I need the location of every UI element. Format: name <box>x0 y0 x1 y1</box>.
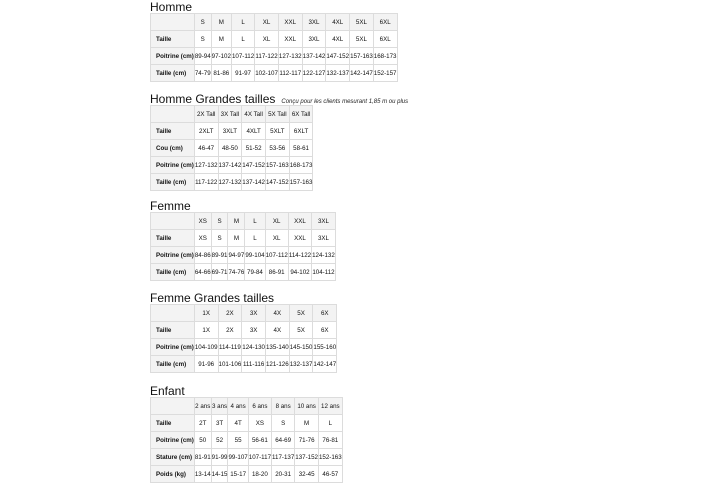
section-title: Femme Grandes tailles <box>150 291 275 305</box>
table-row <box>151 230 336 247</box>
table-cell: 147-152 <box>242 157 266 174</box>
table-cell: 147-152 <box>265 174 289 191</box>
table-cell: 114-122 <box>288 247 311 264</box>
table-cell: 4T <box>228 415 248 432</box>
column-header: 5X <box>289 305 313 322</box>
table-cell: 91-96 <box>194 356 218 373</box>
table-cell: 157-163 <box>289 174 313 191</box>
column-header: 4XL <box>326 14 350 31</box>
row-label: Poitrine (cm) <box>151 48 195 65</box>
section-title: Homme <box>150 0 193 14</box>
table-cell: 91-99 <box>211 449 228 466</box>
table-row <box>151 48 398 65</box>
table-cell: 6XLT <box>289 123 313 140</box>
table-cell: 52 <box>211 432 228 449</box>
table-cell: 142-147 <box>313 356 337 373</box>
table-cell: 152-157 <box>373 65 397 82</box>
table-row <box>151 247 336 264</box>
table-cell: 102-107 <box>255 65 279 82</box>
column-header: S <box>194 14 211 31</box>
table-cell: L <box>318 415 342 432</box>
table-cell: 4XL <box>326 31 350 48</box>
table-cell: XXL <box>278 31 302 48</box>
row-label: Poids (kg) <box>151 466 195 483</box>
table-row <box>151 157 313 174</box>
table-cell: S <box>272 415 295 432</box>
table-cell: 56-61 <box>248 432 271 449</box>
column-header: 2 ans <box>194 398 211 415</box>
table-cell: 94-97 <box>228 247 245 264</box>
column-header: M <box>211 14 231 31</box>
table-cell: 107-112 <box>231 48 254 65</box>
table-row <box>151 174 313 191</box>
column-header: 4 ans <box>228 398 248 415</box>
row-label: Taille <box>151 415 195 432</box>
size-table-femme <box>150 212 336 281</box>
column-header: 3XL <box>302 14 326 31</box>
table-row <box>151 339 337 356</box>
row-label: Taille <box>151 322 195 339</box>
table-cell: 76-81 <box>318 432 342 449</box>
table-cell: 69-71 <box>211 264 228 281</box>
table-row <box>151 65 398 82</box>
table-cell: L <box>231 31 254 48</box>
table-cell: 3X <box>242 322 266 339</box>
table-row <box>151 140 313 157</box>
table-cell: 4X <box>265 322 289 339</box>
row-label: Stature (cm) <box>151 449 195 466</box>
table-cell: S <box>194 31 211 48</box>
table-cell: XL <box>255 31 279 48</box>
header-row <box>151 213 336 230</box>
table-cell: 124-132 <box>312 247 336 264</box>
header-row <box>151 14 398 31</box>
row-label: Cou (cm) <box>151 140 195 157</box>
table-cell: 117-122 <box>194 174 218 191</box>
row-label: Poitrine (cm) <box>151 432 195 449</box>
table-cell: M <box>211 31 231 48</box>
row-label: Poitrine (cm) <box>151 339 195 356</box>
column-header: 8 ans <box>272 398 295 415</box>
header-row <box>151 398 343 415</box>
header-corner <box>151 106 195 123</box>
table-cell: 81-86 <box>211 65 231 82</box>
column-header: 6X Tall <box>289 106 313 123</box>
table-cell: 127-132 <box>218 174 242 191</box>
header-corner <box>151 213 195 230</box>
table-cell: 15-17 <box>228 466 248 483</box>
column-header: 4X <box>265 305 289 322</box>
column-header: XS <box>194 213 211 230</box>
table-cell: 94-102 <box>288 264 311 281</box>
table-cell: 137-142 <box>218 157 242 174</box>
table-cell: 50 <box>194 432 211 449</box>
table-cell: 58-61 <box>289 140 313 157</box>
column-header: XL <box>265 213 288 230</box>
row-label: Poitrine (cm) <box>151 247 195 264</box>
table-row <box>151 415 343 432</box>
column-header: 10 ans <box>295 398 319 415</box>
table-cell: 53-56 <box>265 140 289 157</box>
column-header: 3XL <box>312 213 336 230</box>
size-table-femme-grandes-tailles <box>150 304 337 373</box>
table-cell: 55 <box>228 432 248 449</box>
table-cell: L <box>245 230 265 247</box>
column-header: XL <box>255 14 279 31</box>
header-row <box>151 305 337 322</box>
row-label: Taille (cm) <box>151 65 195 82</box>
table-cell: 6X <box>313 322 337 339</box>
column-header: 3X <box>242 305 266 322</box>
section-title: Femme <box>150 199 191 213</box>
row-label: Taille (cm) <box>151 356 195 373</box>
table-cell: 89-91 <box>211 247 228 264</box>
section-note: Conçu pour les clients mesurant 1,85 m ou plus <box>281 99 409 105</box>
table-cell: 6XL <box>373 31 397 48</box>
table-cell: 91-97 <box>231 65 254 82</box>
table-cell: 107-112 <box>265 247 288 264</box>
table-cell: 107-117 <box>248 449 271 466</box>
table-cell: 137-142 <box>302 48 326 65</box>
column-header: 5XL <box>350 14 374 31</box>
table-cell: 168-173 <box>289 157 313 174</box>
table-cell: 64-66 <box>194 264 211 281</box>
table-cell: 18-20 <box>248 466 271 483</box>
table-cell: 127-132 <box>278 48 302 65</box>
column-header: 6X <box>313 305 337 322</box>
table-cell: 84-86 <box>194 247 211 264</box>
table-row <box>151 466 343 483</box>
table-cell: 132-137 <box>326 65 350 82</box>
table-cell: 132-137 <box>289 356 313 373</box>
table-cell: 117-122 <box>255 48 279 65</box>
table-cell: 168-173 <box>373 48 397 65</box>
column-header: 5X Tall <box>265 106 289 123</box>
column-header: 12 ans <box>318 398 342 415</box>
table-cell: 74-79 <box>194 65 211 82</box>
table-cell: 104-109 <box>194 339 218 356</box>
header-row <box>151 106 313 123</box>
table-cell: 101-106 <box>218 356 242 373</box>
column-header: L <box>245 213 265 230</box>
header-corner <box>151 14 195 31</box>
table-cell: S <box>211 230 228 247</box>
table-cell: 114-119 <box>218 339 242 356</box>
table-row <box>151 31 398 48</box>
row-label: Taille (cm) <box>151 174 195 191</box>
column-header: L <box>231 14 254 31</box>
column-header: XXL <box>278 14 302 31</box>
table-cell: 5X <box>289 322 313 339</box>
table-row <box>151 356 337 373</box>
column-header: 2X Tall <box>194 106 218 123</box>
table-cell: 137-142 <box>242 174 266 191</box>
table-cell: 3XLT <box>218 123 242 140</box>
table-cell: 3XL <box>302 31 326 48</box>
column-header: S <box>211 213 228 230</box>
table-cell: 74-76 <box>228 264 245 281</box>
table-cell: 1X <box>194 322 218 339</box>
table-cell: 86-91 <box>265 264 288 281</box>
table-cell: 97-102 <box>211 48 231 65</box>
table-cell: 99-104 <box>245 247 265 264</box>
table-cell: 3XL <box>312 230 336 247</box>
table-cell: 2X <box>218 322 242 339</box>
column-header: 2X <box>218 305 242 322</box>
section-title: Enfant <box>150 384 185 398</box>
table-cell: 20-31 <box>272 466 295 483</box>
header-corner <box>151 398 195 415</box>
size-table-homme-grandes-tailles <box>150 105 313 191</box>
table-cell: 2T <box>194 415 211 432</box>
table-cell: 2XLT <box>194 123 218 140</box>
table-cell: 79-84 <box>245 264 265 281</box>
table-cell: 122-127 <box>302 65 326 82</box>
table-row <box>151 123 313 140</box>
table-cell: 48-50 <box>218 140 242 157</box>
table-cell: 71-76 <box>295 432 319 449</box>
table-cell: 51-52 <box>242 140 266 157</box>
table-cell: 147-152 <box>326 48 350 65</box>
table-cell: 99-107 <box>228 449 248 466</box>
table-row <box>151 322 337 339</box>
table-cell: 135-140 <box>265 339 289 356</box>
table-cell: XL <box>265 230 288 247</box>
table-cell: 157-163 <box>350 48 374 65</box>
table-cell: 89-94 <box>194 48 211 65</box>
table-cell: 152-163 <box>318 449 342 466</box>
column-header: 6 ans <box>248 398 271 415</box>
table-cell: XS <box>248 415 271 432</box>
table-cell: 137-152 <box>295 449 319 466</box>
table-row <box>151 449 343 466</box>
table-row <box>151 432 343 449</box>
table-cell: 157-163 <box>265 157 289 174</box>
column-header: 6XL <box>373 14 397 31</box>
section-title: Homme Grandes tailles <box>150 92 276 106</box>
table-cell: 81-91 <box>194 449 211 466</box>
size-table-enfant <box>150 397 343 483</box>
table-cell: 104-112 <box>312 264 336 281</box>
table-cell: XXL <box>288 230 311 247</box>
table-cell: 112-117 <box>278 65 302 82</box>
table-cell: 127-132 <box>194 157 218 174</box>
table-cell: 13-14 <box>194 466 211 483</box>
table-cell: 5XLT <box>265 123 289 140</box>
column-header: XXL <box>288 213 311 230</box>
column-header: M <box>228 213 245 230</box>
table-row <box>151 264 336 281</box>
row-label: Taille (cm) <box>151 264 195 281</box>
table-cell: 14-15 <box>211 466 228 483</box>
size-table-homme <box>150 13 398 82</box>
table-cell: 142-147 <box>350 65 374 82</box>
table-cell: 46-57 <box>318 466 342 483</box>
table-cell: XS <box>194 230 211 247</box>
table-cell: 46-47 <box>194 140 218 157</box>
table-cell: M <box>295 415 319 432</box>
table-cell: 5XL <box>350 31 374 48</box>
column-header: 1X <box>194 305 218 322</box>
row-label: Taille <box>151 230 195 247</box>
table-cell: 4XLT <box>242 123 266 140</box>
table-cell: 155-160 <box>313 339 337 356</box>
header-corner <box>151 305 195 322</box>
table-cell: 111-116 <box>242 356 266 373</box>
table-cell: M <box>228 230 245 247</box>
table-cell: 145-150 <box>289 339 313 356</box>
table-cell: 64-69 <box>272 432 295 449</box>
table-cell: 117-137 <box>272 449 295 466</box>
row-label: Poitrine (cm) <box>151 157 195 174</box>
row-label: Taille <box>151 123 195 140</box>
column-header: 4X Tall <box>242 106 266 123</box>
table-cell: 121-126 <box>265 356 289 373</box>
table-cell: 124-130 <box>242 339 266 356</box>
table-cell: 32-45 <box>295 466 319 483</box>
row-label: Taille <box>151 31 195 48</box>
column-header: 3X Tall <box>218 106 242 123</box>
table-cell: 3T <box>211 415 228 432</box>
column-header: 3 ans <box>211 398 228 415</box>
